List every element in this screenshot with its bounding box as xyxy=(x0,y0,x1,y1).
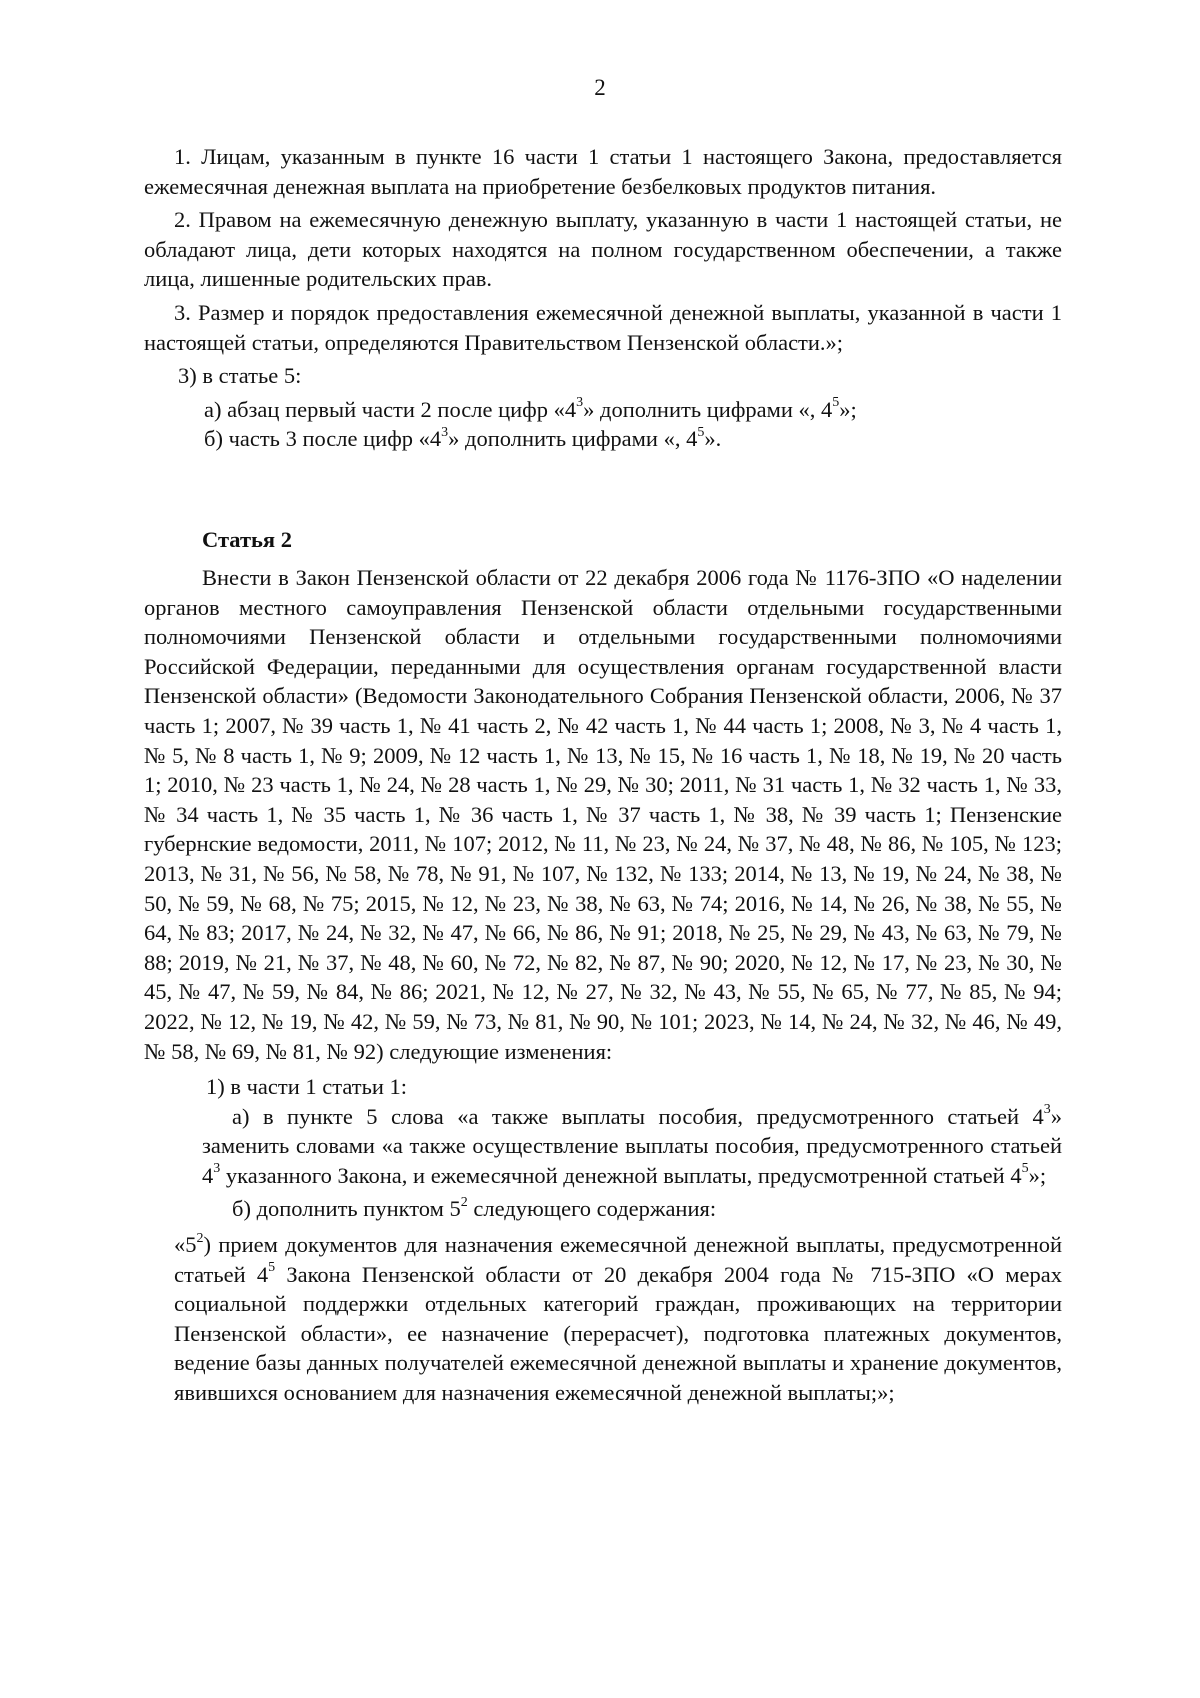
subitem-a-text-4: »; xyxy=(1028,1162,1047,1188)
paragraph-1: 1. Лицам, указанным в пункте 16 части 1 статьи 1 настоящего Закона, предоставляется ежемесячная денежная выплата на приобретение безбелковых продуктов питания. xyxy=(144,144,1062,199)
list-subitem-b xyxy=(144,1194,1062,1224)
superscript: 3 xyxy=(1043,1102,1051,1118)
list-subitem-a-text-2: » дополнить цифрами «, 4 xyxy=(583,396,833,422)
quoted-new-item xyxy=(144,1230,1062,1408)
list-subitem-b-text-1: б) часть 3 после цифр «4 xyxy=(204,426,442,452)
list-subitem-b-text-3: ». xyxy=(704,426,722,452)
superscript: 3 xyxy=(441,424,449,440)
superscript: 5 xyxy=(697,424,705,440)
superscript: 5 xyxy=(268,1260,276,1276)
article-2-intro: Внести в Закон Пензенской области от 22 декабря 2006 года № 1176-ЗПО «О наделении органов местного самоуправления Пензенской области отдельными государственными полномочиями Пензенской области и отдельными государственными полномочиями Российской Федерации, переданными для осуществления органам государственной власти Пензенской области» (Ведомости Законодательного Собрания Пензенской области, 2006, № 37 часть 1; 2007, № 39 часть 1, № 41 часть 2, № 42 часть 1, № 44 часть 1; 2008, № 3, № 4 часть 1, № 5, № 8 часть 1, № 9; 2009, № 12 часть 1, № 13, № 15, № 16 часть 1, № 18, № 19, № 20 часть 1; 2010, № 23 часть 1, № 24, № 28 часть 1, № 29, № 30; 2011, № 31 часть 1, № 32 часть 1, № 33, № 34 часть 1, № 35 часть 1, № 36 часть 1, № 37 часть 1, № 38, № 39 часть 1; Пензенские губернские ведомости, 2011, № 107; 2012, № 11, № 23, № 24, № 37, № 48, № 86, № 105, № 123; 2013, № 31, № 56, № 58, № 78, № 91, № 107, № 132, № 133; 2014, № 13, № 19, № 24, № 38, № 50, № 59, № 68, № 75; 2015, № 12, № 23, № 38, № 63, № 74; 2016, № 14, № 26, № 38, № 55, № 64, № 83; 2017, № 24, № 32, № 47, № 66, № 86, № 91; 2018, № 25, № 29, № 43, № 63, № 79, № 88; 2019, № 21, № 37, № 48, № 60, № 72, № 82, № 87, № 90; 2020, № 12, № 17, № 23, № 30, № 45, № 47, № 59, № 84, № 86; 2021, № 12, № 27, № 32, № 43, № 55, № 65, № 77, № 85, № 94; 2022, № 12, № 19, № 42, № 59, № 73, № 81, № 90, № 101; 2023, № 14, № 24, № 32, № 46, № 49, № 58, № 69, № 81, № 92) следующие изменения: xyxy=(144,565,1062,1064)
subitem-a-text-3: указанного Закона, и ежемесячной денежной выплаты, предусмотренной статьей 4 xyxy=(220,1162,1022,1188)
superscript: 5 xyxy=(1021,1161,1029,1177)
superscript: 2 xyxy=(460,1194,468,1210)
list-subitem-a-text-3: »; xyxy=(839,396,857,422)
superscript: 3 xyxy=(213,1161,221,1177)
quote-text-2: ) прием документов для назначения ежемесячной денежной выплаты, предусмотренной статьей 4 xyxy=(174,1232,1062,1287)
article-2-heading: Статья 2 xyxy=(202,527,292,552)
page-number: 2 xyxy=(594,75,606,100)
subitem-b-text-1: б) дополнить пунктом 5 xyxy=(232,1196,461,1222)
paragraph-2: 2. Правом на ежемесячную денежную выплату, указанную в части 1 настоящей статьи, не обладают лица, дети которых находятся на полном государственном обеспечении, а также лица, лишенные родительских прав. xyxy=(144,207,1062,292)
list-subitem-b-text-2: » дополнить цифрами «, 4 xyxy=(448,426,698,452)
list-item-3 xyxy=(174,361,1062,391)
quote-text-1: «5 xyxy=(174,1232,197,1258)
subitem-b-text-2: следующего содержания: xyxy=(467,1196,717,1222)
article-1-continuation xyxy=(144,142,1062,458)
subitem-a-text-1: а) в пункте 5 слова «а также выплаты пособия, предусмотренного статьей 4 xyxy=(232,1103,1044,1129)
quote-text-3: Закона Пензенской области от 20 декабря 2004 года № 715-ЗПО «О мерах социальной поддержки отдельных категорий граждан, проживающих на территории Пензенской области», ее назначение (перерасчет), подготовка платежных документов, ведение базы данных получателей ежемесячной денежной выплаты и хранение документов, явившихся основанием для назначения ежемесячной денежной выплаты;»; xyxy=(174,1261,1062,1406)
superscript: 3 xyxy=(576,395,584,411)
superscript: 2 xyxy=(196,1230,204,1246)
article-2-body xyxy=(144,563,1062,1408)
subitem-a-text-2: » заменить словами «а также осуществление выплаты пособия, предусмотренного статьей 4 xyxy=(202,1103,1062,1188)
list-subitem-b xyxy=(174,424,1062,454)
list-item-1: 1) в части 1 статьи 1: xyxy=(206,1074,408,1100)
paragraph-3: 3. Размер и порядок предоставления ежемесячной денежной выплаты, указанной в части 1 настоящей статьи, определяются Правительством Пензенской области.»; xyxy=(144,299,1062,355)
list-subitem-a xyxy=(144,1102,1062,1191)
list-subitem-a-text-1: а) абзац первый части 2 после цифр «4 xyxy=(204,396,577,422)
superscript: 5 xyxy=(832,395,840,411)
list-subitem-a xyxy=(174,395,1062,425)
list-item-3-text: 3) в статье 5: xyxy=(178,363,302,389)
